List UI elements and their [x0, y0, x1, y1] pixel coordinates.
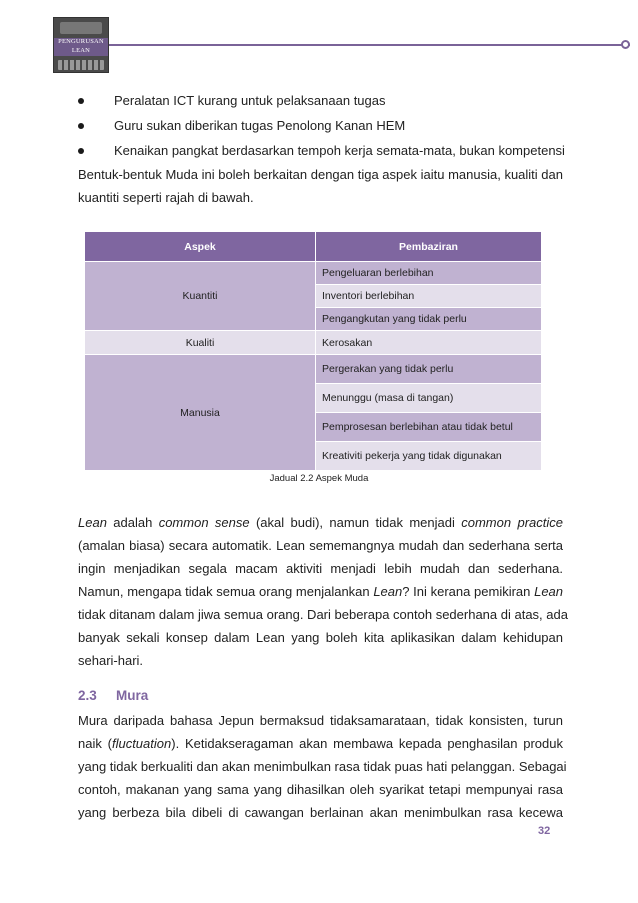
paragraph-line: banyak sekali konsep dalam Lean yang boleh kita aplikasikan dalam kehidupan: [78, 630, 563, 645]
table-row: [85, 262, 542, 285]
pembaziran-cell: Menunggu (masa di tangan): [316, 384, 542, 413]
paragraph-line: yang berbeza bila dibeli di cawangan berlainan akan menimbulkan rasa kecewa: [78, 805, 563, 820]
paragraph-line: kuantiti seperti rajah di bawah.: [78, 190, 254, 205]
bullet-icon: [78, 148, 84, 154]
pembaziran-cell: Kerosakan: [316, 331, 542, 355]
paragraph-line: tidak ditanam dalam jiwa semua orang. Dari beberapa contoh sederhana di atas, ada: [78, 607, 568, 622]
list-item: [78, 91, 563, 116]
paragraph-line: Bentuk-bentuk Muda ini boleh berkaitan dengan tiga aspek iaitu manusia, kualiti dan: [78, 167, 563, 182]
bullet-text: Kenaikan pangkat berdasarkan tempoh kerja semata-mata, bukan kompetensi: [114, 143, 565, 158]
bullet-list: [78, 91, 563, 166]
text-run: naik (: [78, 736, 112, 751]
intro-paragraph: [78, 163, 563, 209]
italic-term: Lean: [534, 584, 564, 599]
aspek-cell-kuantiti: Kuantiti: [85, 262, 316, 331]
italic-term: fluctuation: [111, 736, 172, 751]
italic-term: common practice: [461, 515, 563, 530]
text-run: adalah: [106, 515, 159, 530]
bullet-icon: [78, 98, 84, 104]
paragraph-line: [78, 580, 563, 603]
table-row: [85, 355, 542, 384]
table-caption: Jadual 2.2 Aspek Muda: [269, 473, 369, 484]
lean-paragraph: [78, 511, 568, 672]
paragraph-line: (amalan biasa) secara automatik. Lean sememangnya mudah dan sederhana serta: [78, 538, 563, 553]
text-run: ). Ketidakseragaman akan membawa kepada penghasilan produk: [171, 736, 563, 751]
typewriter-keys-graphic: [58, 60, 104, 70]
pembaziran-cell: Pengangkutan yang tidak perlu: [316, 308, 542, 331]
section-heading: [78, 688, 148, 703]
bullet-text: Guru sukan diberikan tugas Penolong Kanan HEM: [114, 118, 406, 133]
section-number: 2.3: [78, 688, 97, 703]
pembaziran-cell: Pemprosesan berlebihan atau tidak betul: [316, 413, 542, 442]
paragraph-line: [78, 732, 563, 755]
table-header-row: [85, 232, 542, 262]
text-run: Namun, mengapa tidak semua orang menjalankan: [78, 584, 374, 599]
text-run: (akal budi), namun tidak menjadi: [249, 515, 462, 530]
column-header-pembaziran: Pembaziran: [316, 232, 542, 262]
paragraph-line: [78, 511, 563, 534]
paragraph-line: ingin menjadikan segala macam aktiviti menjadi lebih mudah dan sederhana.: [78, 561, 563, 576]
pembaziran-cell: Pengeluaran berlebihan: [316, 262, 542, 285]
aspek-cell-manusia: Manusia: [85, 355, 316, 471]
mura-paragraph: [78, 709, 567, 824]
section-title: Mura: [116, 688, 149, 703]
italic-term: Lean: [373, 584, 403, 599]
aspek-cell-kualiti: Kualiti: [85, 331, 316, 355]
paragraph-line: Mura daripada bahasa Jepun bermaksud tidaksamarataan, tidak konsisten, turun: [78, 713, 563, 728]
italic-term: Lean: [78, 515, 107, 530]
pembaziran-cell: Kreativiti pekerja yang tidak digunakan: [316, 442, 542, 471]
column-header-aspek: Aspek: [85, 232, 316, 262]
paragraph-line: yang tidak berkualiti dan akan menimbulkan rasa tidak puas hati pelanggan. Sebagai: [78, 759, 567, 774]
logo-label: [54, 38, 108, 56]
header-rule: [109, 44, 630, 46]
italic-term: common sense: [158, 515, 250, 530]
pembaziran-cell: Inventori berlebihan: [316, 285, 542, 308]
aspek-muda-table: [84, 231, 542, 471]
bullet-icon: [78, 123, 84, 129]
logo-line-1: PENGURUSAN: [58, 38, 104, 45]
page-number: 32: [538, 825, 551, 837]
header-rule-circle: [621, 40, 630, 49]
list-item: [78, 116, 563, 141]
pembaziran-cell: Pergerakan yang tidak perlu: [316, 355, 542, 384]
paragraph-line: contoh, makanan yang sama yang dihasilkan oleh syarikat tetapi mempunyai rasa: [78, 782, 563, 797]
typewriter-top-graphic: [60, 22, 102, 34]
pengurusan-lean-logo: [53, 17, 109, 73]
bullet-text: Peralatan ICT kurang untuk pelaksanaan tugas: [114, 93, 386, 108]
logo-line-2: LEAN: [71, 46, 91, 54]
paragraph-line: sehari-hari.: [78, 653, 144, 668]
text-run: ? Ini kerana pemikiran: [402, 584, 535, 599]
table-row: [85, 331, 542, 355]
